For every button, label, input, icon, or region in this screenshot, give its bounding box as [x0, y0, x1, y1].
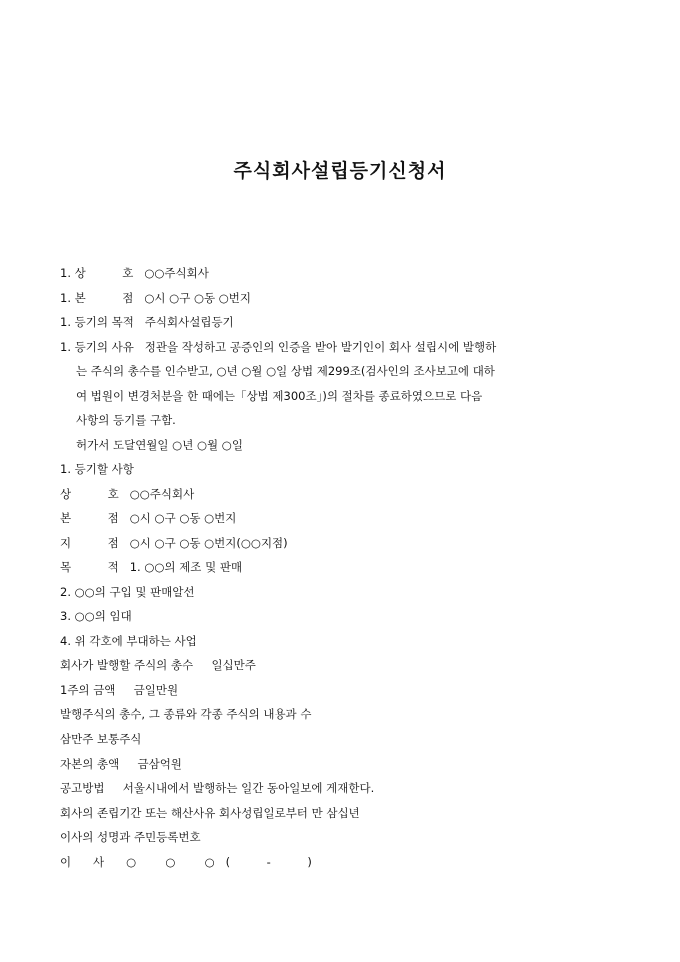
reason-line: 여 법원이 변경처분을 한 때에는「상법 제300조」)의 절차를 종료하였으므로 다음 — [76, 388, 483, 403]
body-line-public-notice: 공고방법 서울시내에서 발행하는 일간 동아일보에 게재한다. — [60, 781, 375, 795]
body-line-directors-heading: 이사의 성명과 주민등록번호 — [60, 830, 201, 844]
body-line-share-amount: 1주의 금액 금일만원 — [60, 683, 179, 697]
body-line-capital: 자본의 총액 금삼억원 — [60, 757, 182, 771]
header-line-trade-name: 1. 상 호 ○○주식회사 — [60, 266, 209, 280]
body-line-duration: 회사의 존립기간 또는 해산사유 회사성립일로부터 만 삼십년 — [60, 806, 360, 820]
reason-line: 는 주식의 총수를 인수받고, ○년 ○월 ○일 상법 제299조(검사인의 조사보고에 대하 — [76, 364, 495, 379]
body-line-purpose: 목 적 1. ○○의 제조 및 판매 — [60, 560, 243, 574]
body-line-branch: 지 점 ○시 ○구 ○동 ○번지(○○지점) — [60, 536, 288, 550]
body-line-trade-name: 상 호 ○○주식회사 — [60, 487, 195, 501]
body-line-purpose-4: 4. 위 각호에 부대하는 사업 — [60, 634, 197, 648]
registration-reason-paragraph — [60, 335, 624, 457]
body-line-purpose-2: 2. ○○의 구입 및 판매알선 — [60, 585, 195, 599]
body-line-items-heading: 1. 등기할 사항 — [60, 462, 134, 476]
body-line-issued-shares-heading: 발행주식의 총수, 그 종류와 각종 주식의 내용과 수 — [60, 707, 312, 721]
permit-arrival-date: 허가서 도달연월일 ○년 ○월 ○일 — [76, 437, 243, 452]
body-line-total-shares: 회사가 발행할 주식의 총수 일십만주 — [60, 658, 256, 672]
document-title: 주식회사설립등기신청서 — [233, 160, 447, 182]
body-line-purpose-3: 3. ○○의 임대 — [60, 609, 132, 623]
header-line-head-office: 1. 본 점 ○시 ○구 ○동 ○번지 — [60, 291, 252, 305]
body-line-director: 이 사 ○ ○ ○ ( - ) — [60, 855, 312, 869]
header-line-registration-purpose: 1. 등기의 목적 주식회사설립등기 — [60, 315, 234, 329]
reason-line: 사항의 등기를 구함. — [76, 413, 176, 428]
body-line-head-office: 본 점 ○시 ○구 ○동 ○번지 — [60, 511, 237, 525]
reason-first-line: 1. 등기의 사유 정관을 작성하고 공증인의 인증을 받아 발기인이 회사 설립시에 발행하 — [60, 340, 497, 354]
body-line-issued-shares: 삼만주 보통주식 — [60, 732, 142, 746]
